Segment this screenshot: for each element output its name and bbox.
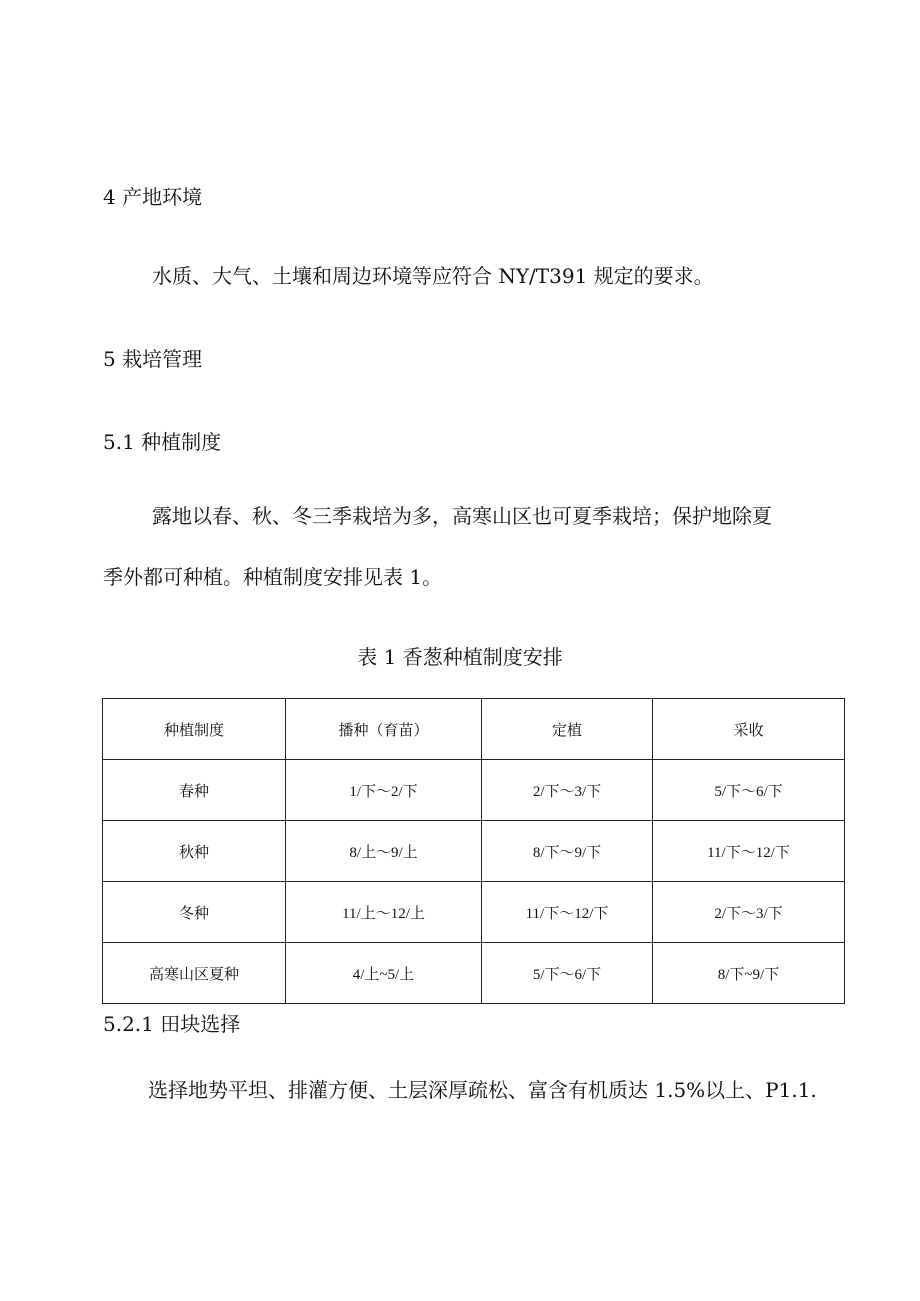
section-5-heading: 5 栽培管理 [103, 347, 203, 371]
table-header-row [103, 699, 845, 760]
table-cell: 秋种 [103, 821, 286, 882]
section-4-paragraph: 水质、大气、土壤和周边环境等应符合 NY/T391 规定的要求。 [152, 264, 714, 288]
header-cell-planting: 定植 [482, 699, 653, 760]
table-row [103, 821, 845, 882]
table-row [103, 943, 845, 1004]
table-cell: 2/下～3/下 [482, 760, 653, 821]
table-cell: 春种 [103, 760, 286, 821]
table-cell: 8/下～9/下 [482, 821, 653, 882]
section-5-2-1-paragraph: 选择地势平坦、排灌方便、土层深厚疏松、富含有机质达 1.5%以上、P1.1. [148, 1078, 817, 1102]
table-cell: 5/下～6/下 [653, 760, 845, 821]
table-caption: 表 1 香葱种植制度安排 [357, 645, 563, 669]
table-cell: 5/下～6/下 [482, 943, 653, 1004]
section-4-heading: 4 产地环境 [103, 185, 203, 209]
table-row [103, 882, 845, 943]
table-cell: 1/下～2/下 [286, 760, 482, 821]
table-cell: 8/下~9/下 [653, 943, 845, 1004]
table-cell: 8/上～9/上 [286, 821, 482, 882]
table-row [103, 760, 845, 821]
table-cell: 冬种 [103, 882, 286, 943]
table-cell: 11/下～12/下 [482, 882, 653, 943]
section-5-1-heading: 5.1 种植制度 [103, 430, 222, 454]
table-cell: 11/上～12/上 [286, 882, 482, 943]
section-5-2-1-heading: 5.2.1 田块选择 [103, 1012, 241, 1036]
header-cell-system: 种植制度 [103, 699, 286, 760]
table-cell: 4/上~5/上 [286, 943, 482, 1004]
table-cell: 11/下～12/下 [653, 821, 845, 882]
header-cell-harvest: 采收 [653, 699, 845, 760]
planting-schedule-table [102, 698, 845, 1004]
section-5-1-paragraph-line-2: 季外都可种植。种植制度安排见表 1。 [103, 565, 443, 589]
section-5-1-paragraph-line-1: 露地以春、秋、冬三季栽培为多，高寒山区也可夏季栽培；保护地除夏 [152, 504, 772, 528]
table-cell: 高寒山区夏种 [103, 943, 286, 1004]
table-cell: 2/下～3/下 [653, 882, 845, 943]
header-cell-sowing: 播种（育苗） [286, 699, 482, 760]
